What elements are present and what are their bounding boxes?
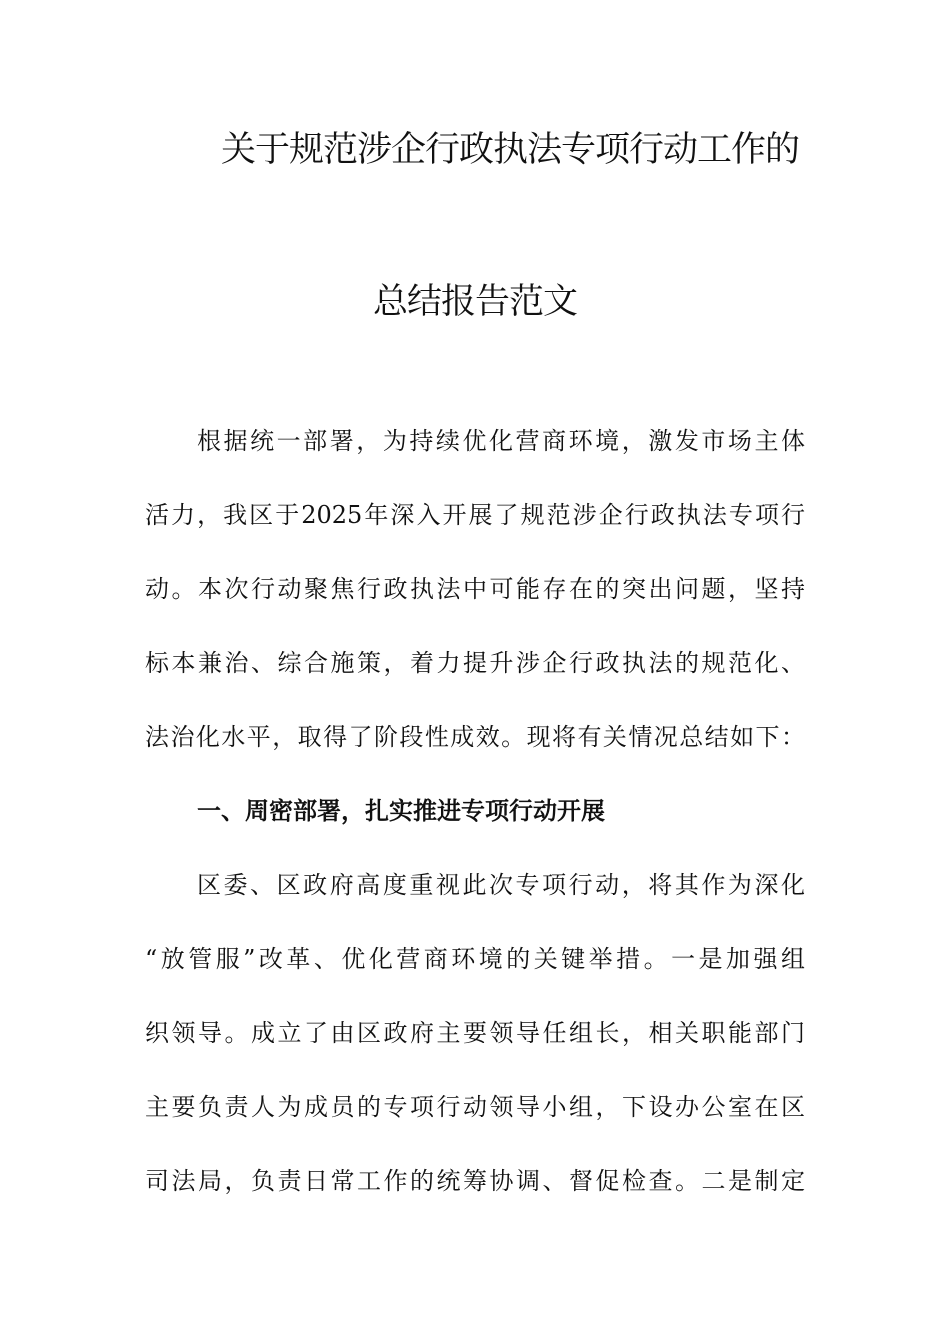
paragraph-2-line-2: “放管服”改革、优化营商环境的关键举措。一是加强组 <box>145 945 805 973</box>
paragraph-1-line-5: 法治化水平，取得了阶段性成效。现将有关情况总结如下： <box>145 723 805 751</box>
paragraph-2-line-1: 区委、区政府高度重视此次专项行动，将其作为深化 <box>197 871 805 899</box>
body-text <box>145 404 805 1218</box>
paragraph-1-line-4: 标本兼治、综合施策，着力提升涉企行政执法的规范化、 <box>145 649 805 677</box>
paragraph-1-line-2: 活力，我区于2025年深入开展了规范涉企行政执法专项行 <box>145 501 805 529</box>
paragraph-2-line-3: 织领导。成立了由区政府主要领导任组长，相关职能部门 <box>145 1019 805 1047</box>
paragraph-1-line-1: 根据统一部署，为持续优化营商环境，激发市场主体 <box>197 427 805 455</box>
document-title-line-1: 关于规范涉企行政执法专项行动工作的 <box>220 130 799 170</box>
paragraph-2-line-4: 主要负责人为成员的专项行动领导小组，下设办公室在区 <box>145 1093 805 1121</box>
section-1-heading: 一、周密部署，扎实推进专项行动开展 <box>197 797 605 825</box>
paragraph-1-line-3: 动。本次行动聚焦行政执法中可能存在的突出问题，坚持 <box>145 575 805 603</box>
document-title-line-2: 总结报告范文 <box>372 282 577 322</box>
paragraph-2-line-5: 司法局，负责日常工作的统筹协调、督促检查。二是制定 <box>145 1167 805 1195</box>
